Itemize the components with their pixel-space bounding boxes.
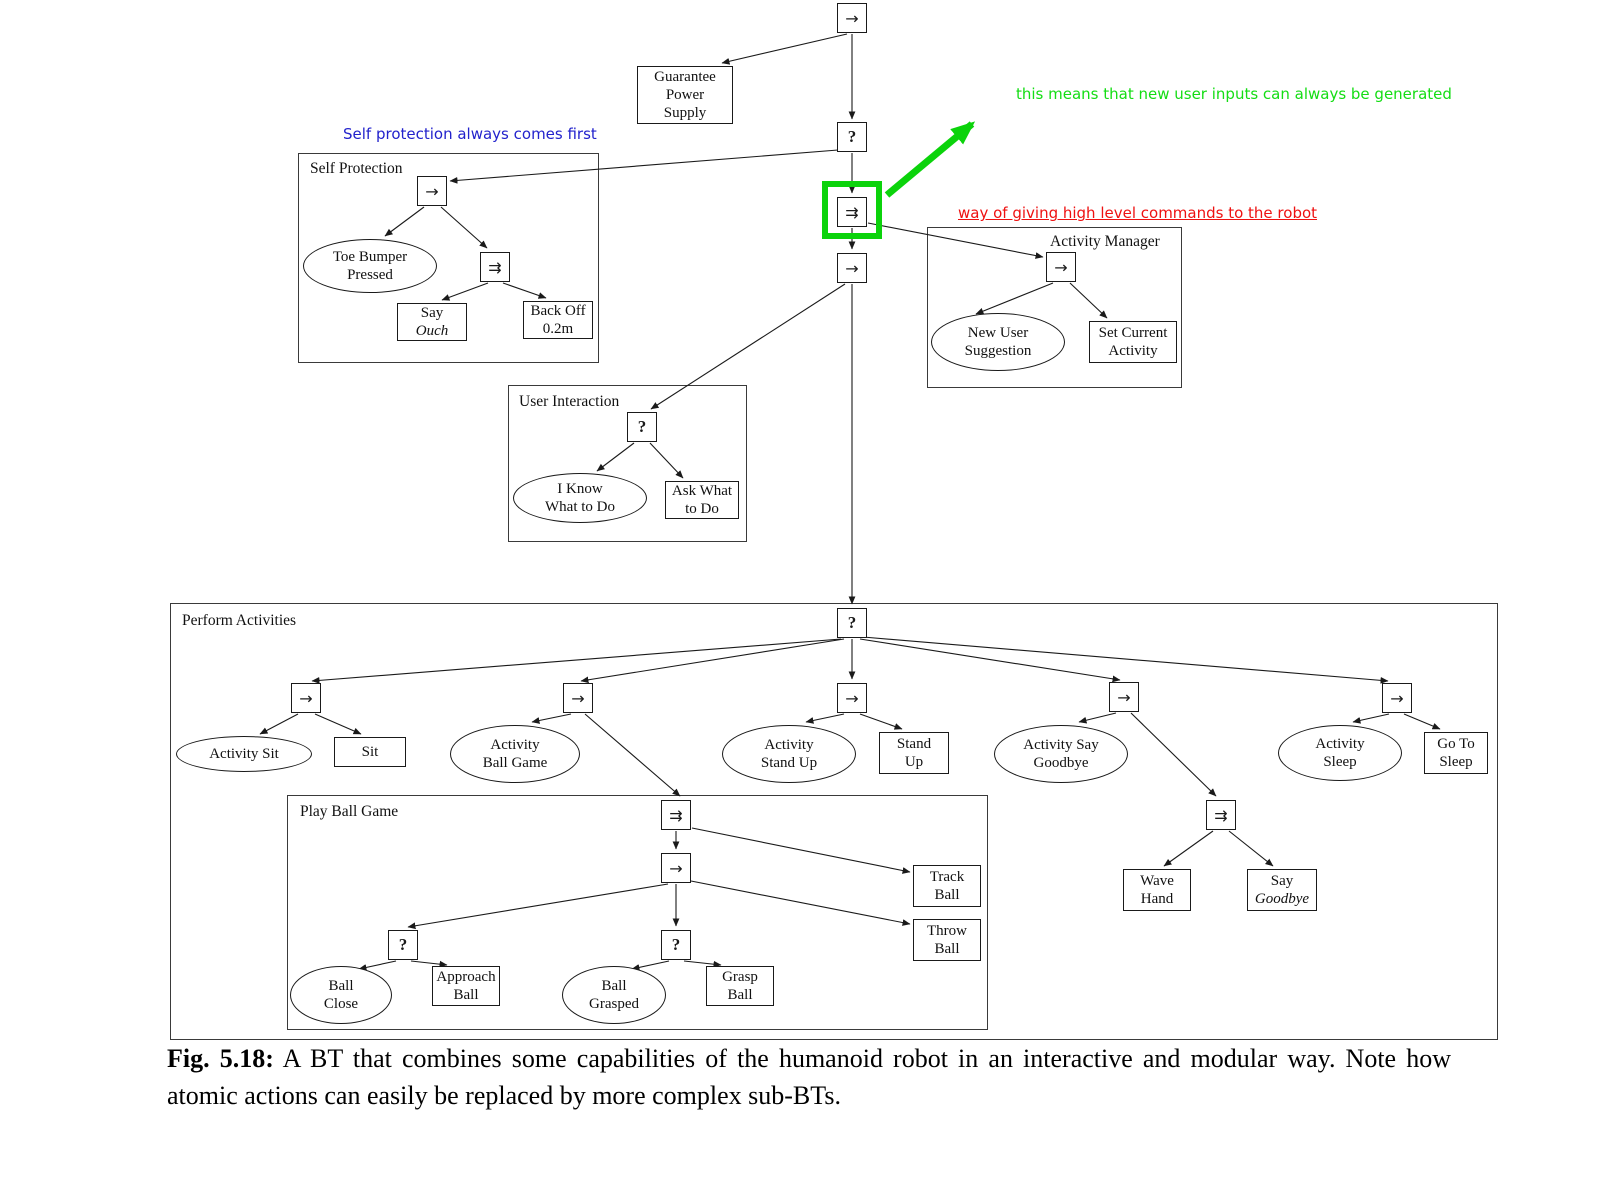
edge-line <box>692 828 910 872</box>
activity-stand-up-condition: Activity Stand Up <box>722 725 856 783</box>
edge-line <box>691 881 910 924</box>
edge-line <box>868 223 1043 257</box>
edge-line <box>585 714 680 796</box>
edge-line <box>976 283 1053 314</box>
sit-sequence-node <box>291 683 321 713</box>
green-annotation: this means that new user inputs can always be generated <box>1016 85 1452 103</box>
edge-line <box>1229 831 1273 866</box>
main-parallel-node <box>837 197 867 227</box>
edge-line <box>411 961 447 965</box>
guarantee-power-supply-action: Guarantee Power Supply <box>637 66 733 124</box>
sequence-arrow-icon: → <box>299 688 313 708</box>
self-protection-sequence-node <box>417 176 447 206</box>
edge-line <box>359 961 396 969</box>
set-current-activity-action: Set Current Activity <box>1089 321 1177 363</box>
sit-action: Sit <box>334 737 406 767</box>
edge-line <box>503 283 546 298</box>
new-user-suggestion-condition: New User Suggestion <box>931 313 1065 371</box>
back-off-action: Back Off 0.2m <box>523 301 593 339</box>
blue-annotation: Self protection always comes first <box>343 125 597 143</box>
parallel-arrows-icon: ⇉ <box>488 257 502 277</box>
edge-line <box>860 714 902 729</box>
perform-activities-fallback-node <box>837 608 867 638</box>
activity-sit-condition: Activity Sit <box>176 736 312 772</box>
edge-line <box>1079 713 1116 722</box>
wave-hand-action: Wave Hand <box>1123 869 1191 911</box>
fallback-question-icon: ? <box>847 613 857 632</box>
user-interaction-label: User Interaction <box>519 393 620 410</box>
play-ball-game-sequence-node <box>661 853 691 883</box>
edge-line <box>651 284 845 409</box>
user-interaction-fallback-node <box>627 412 657 442</box>
activity-ball-game-condition: Activity Ball Game <box>450 725 580 783</box>
parallel-arrows-icon: ⇉ <box>1214 805 1228 825</box>
activity-manager-sequence-node <box>1046 252 1076 282</box>
edge-line <box>1164 831 1213 866</box>
fallback-question-icon: ? <box>671 935 681 954</box>
fallback-question-icon: ? <box>398 935 408 954</box>
sequence-arrow-icon: → <box>1054 257 1068 277</box>
sequence-arrow-icon: → <box>1117 687 1131 707</box>
edge-line <box>806 714 844 722</box>
root-sequence-node <box>837 3 867 33</box>
toe-bumper-pressed-condition: Toe Bumper Pressed <box>303 239 437 293</box>
sequence-arrow-icon: → <box>845 8 859 28</box>
sequence-arrow-icon: → <box>669 858 683 878</box>
approach-fallback-node <box>388 930 418 960</box>
edge-line <box>863 637 1388 681</box>
main-fallback-node <box>837 122 867 152</box>
green-annotation-arrow <box>887 124 972 195</box>
parallel-arrows-icon: ⇉ <box>845 202 859 222</box>
ball-game-sequence-node <box>563 683 593 713</box>
edge-line <box>1353 714 1389 722</box>
ball-grasped-condition: Ball Grasped <box>562 966 666 1024</box>
edge-line <box>450 150 838 181</box>
edge-line <box>442 283 488 300</box>
grasp-fallback-node <box>661 930 691 960</box>
ball-close-condition: Ball Close <box>290 966 392 1024</box>
edge-line <box>408 884 668 927</box>
main-sequence-node <box>837 253 867 283</box>
i-know-what-to-do-condition: I Know What to Do <box>513 473 647 523</box>
sequence-arrow-icon: → <box>1390 688 1404 708</box>
edge-line <box>650 443 683 478</box>
parallel-arrows-icon: ⇉ <box>669 805 683 825</box>
edge-line <box>860 639 1120 680</box>
red-annotation: way of giving high level commands to the robot <box>958 204 1318 222</box>
approach-ball-action: Approach Ball <box>432 966 500 1006</box>
say-goodbye-action: Say Goodbye <box>1247 869 1317 911</box>
go-to-sleep-action: Go To Sleep <box>1424 732 1488 774</box>
edge-line <box>597 443 634 471</box>
say-ouch-action: Say Ouch <box>397 303 467 341</box>
sequence-arrow-icon: → <box>845 688 859 708</box>
edge-line <box>632 961 669 969</box>
sequence-arrow-icon: → <box>845 258 859 278</box>
edge-line <box>532 714 571 722</box>
edge-line <box>312 639 841 681</box>
edge-line <box>385 207 424 236</box>
stand-up-action: Stand Up <box>879 732 949 774</box>
self-protection-label: Self Protection <box>310 160 403 177</box>
play-ball-game-parallel-node <box>661 800 691 830</box>
activity-say-goodbye-condition: Activity Say Goodbye <box>994 725 1128 783</box>
sleep-sequence-node <box>1382 683 1412 713</box>
perform-activities-label: Perform Activities <box>182 612 297 629</box>
self-protection-parallel-node <box>480 252 510 282</box>
edge-line <box>315 714 361 734</box>
fallback-question-icon: ? <box>847 127 857 146</box>
edge-line <box>581 639 844 681</box>
edge-line <box>684 961 721 965</box>
edge-line <box>260 714 298 734</box>
figure-caption-text: A BT that combines some capabilities of the humanoid robot in an interactive and modular way. Note how atomic actions can easily be replaced by more complex sub-BTs. <box>167 1044 1451 1111</box>
activity-manager-label: Activity Manager <box>1050 233 1160 250</box>
grasp-ball-action: Grasp Ball <box>706 966 774 1006</box>
sequence-arrow-icon: → <box>571 688 585 708</box>
goodbye-parallel-node <box>1206 800 1236 830</box>
throw-ball-action: Throw Ball <box>913 919 981 961</box>
edge-line <box>441 207 487 248</box>
edge-line <box>722 34 847 63</box>
ask-what-to-do-action: Ask What to Do <box>665 481 739 519</box>
edge-line <box>1070 283 1107 318</box>
play-ball-game-label: Play Ball Game <box>300 803 399 820</box>
stand-up-sequence-node <box>837 683 867 713</box>
edge-line <box>1404 714 1440 729</box>
activity-sleep-condition: Activity Sleep <box>1278 725 1402 781</box>
sequence-arrow-icon: → <box>425 181 439 201</box>
say-goodbye-sequence-node <box>1109 682 1139 712</box>
figure-caption <box>167 1040 1451 1115</box>
fallback-question-icon: ? <box>637 417 647 436</box>
track-ball-action: Track Ball <box>913 865 981 907</box>
figure-caption-label: Fig. 5.18: <box>167 1044 274 1073</box>
edge-line <box>1131 713 1216 796</box>
